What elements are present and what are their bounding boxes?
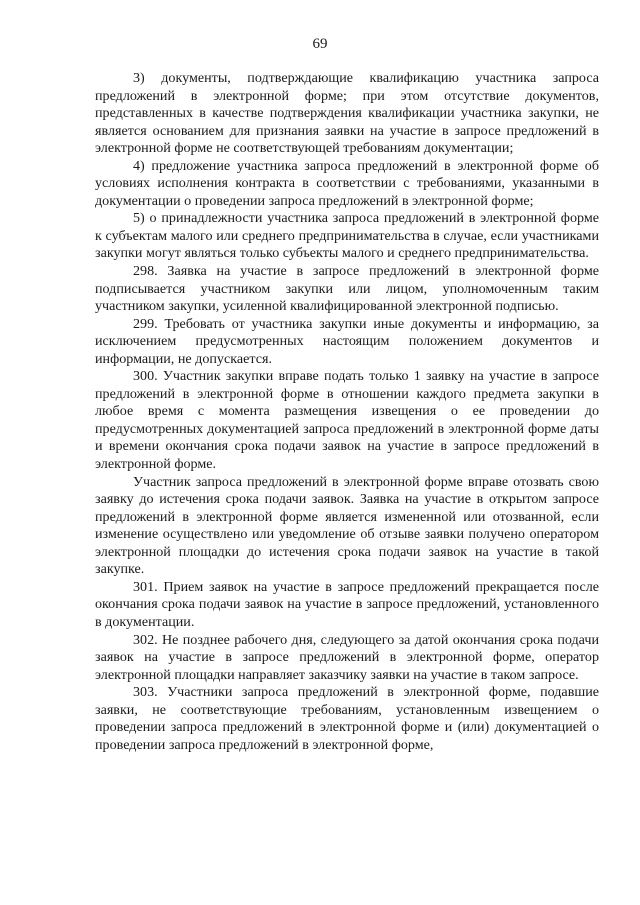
paragraph-299: 299. Требовать от участника закупки иные документы и информацию, за исключением предусмотренных настоящим положением документов и информации, не допускается. bbox=[95, 315, 599, 367]
paragraph-item-3: 3) документы, подтверждающие квалификацию участника запроса предложений в электронной форме; при этом отсутствие документов, представленных в качестве подтверждения квалификации участника закупки, не является основанием для признания заявки на участие в запросе предложений в электронной форме не соответствующей требованиям документации; bbox=[95, 70, 599, 157]
paragraph-298: 298. Заявка на участие в запросе предложений в электронной форме подписывается участником закупки или лицом, уполномоченным таким участником закупки, усиленной квалифицированной электронной подписью. bbox=[95, 263, 599, 315]
paragraph-303: 303. Участники запроса предложений в электронной форме, подавшие заявки, не соответствующие требованиям, установленным извещением о проведении запроса предложений в электронной форме и (или) документацией о проведении запроса предложений в электронной форме, bbox=[95, 684, 599, 753]
paragraph-item-5: 5) о принадлежности участника запроса предложений в электронной форме к субъектам малого или среднего предпринимательства в случае, если участниками закупки могут являться только субъекты малого и среднего предпринимательства. bbox=[95, 210, 599, 262]
page-number: 69 bbox=[312, 36, 328, 52]
paragraph-300-continued: Участник запроса предложений в электронной форме вправе отозвать свою заявку до истечения срока подачи заявок. Заявка на участие в открытом запросе предложений в электронной форме является измененной или отозванной, если изменение осуществлено или уведомление об отзыве заявки получено оператором электронной площадки до истечения срока подачи заявок на участие в такой закупке. bbox=[95, 473, 599, 578]
paragraph-item-4: 4) предложение участника запроса предложений в электронной форме об условиях исполнения контракта в соответствии с требованиями, указанными в документации о проведении запроса предложений в электронной форме; bbox=[95, 157, 599, 209]
paragraph-300: 300. Участник закупки вправе подать только 1 заявку на участие в запросе предложений в электронной форме в отношении каждого предмета закупки в любое время с момента размещения извещения о ее проведении до предусмотренных документацией запроса предложений в электронной форме даты и времени окончания срока подачи заявок на участие в запросе предложений в электронной форме. bbox=[95, 368, 599, 473]
document-body bbox=[95, 70, 599, 754]
paragraph-301: 301. Прием заявок на участие в запросе предложений прекращается после окончания срока подачи заявок на участие в запросе предложений, установленного в документации. bbox=[95, 578, 599, 630]
paragraph-302: 302. Не позднее рабочего дня, следующего за датой окончания срока подачи заявок на участие в запросе предложений в электронной форме, оператор электронной площадки направляет заказчику заявки на участие в таком запросе. bbox=[95, 631, 599, 683]
